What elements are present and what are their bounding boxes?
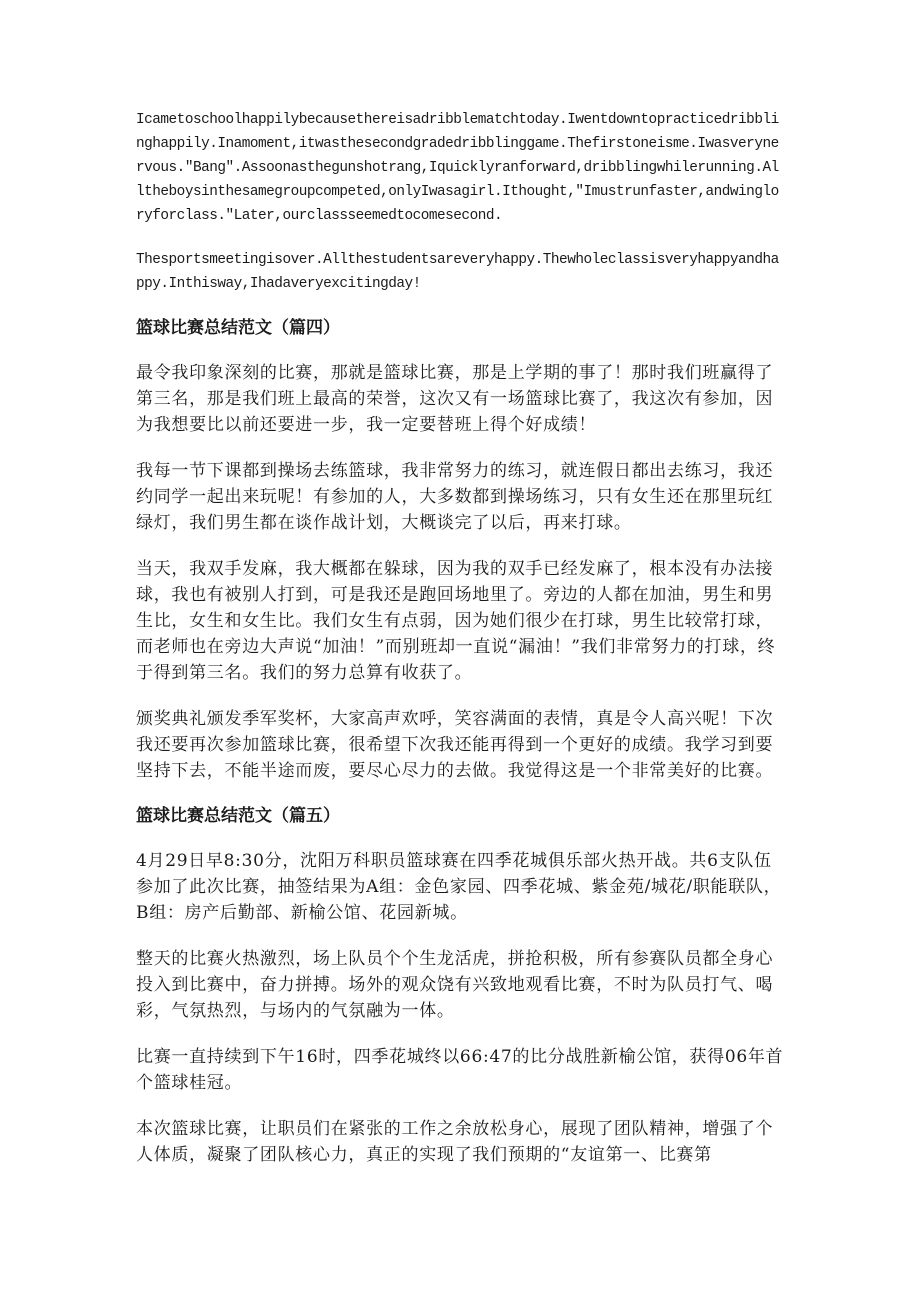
english-paragraph-1: Icametoschoolhappilybecausethereisadribblematchtoday.Iwentdowntopracticedribblinghappily.Inamoment,itwasthesecondgradedribblinggame.Thefirstoneisme.Iwasverynervous."Bang".Assoonasthegunshotrang,Iquicklyranforward,dribblingwhilerunning.Alltheboysinthesamegroupcompeted,onlyIwasagirl.Ithought,"Imustrunfaster,andwingloryforclass."Later,ourclassseemedtocomesecond. xyxy=(136,112,779,224)
section4-heading: 篮球比赛总结范文（篇四） xyxy=(136,318,340,338)
section5-paragraph-4: 本次篮球比赛，让职员们在紧张的工作之余放松身心，展现了团队精神，增强了个人体质，凝聚了团队核心力，真正的实现了我们预期的“友谊第一、比赛第 xyxy=(136,1119,774,1165)
section5-paragraph-2: 整天的比赛火热激烈，场上队员个个生龙活虎，拼抢积极，所有参赛队员都全身心投入到比赛中，奋力拼搏。场外的观众饶有兴致地观看比赛，不时为队员打气、喝彩，气氛热烈，与场内的气氛融为一体。 xyxy=(136,949,774,1021)
document-page xyxy=(136,108,786,1188)
section4-paragraph-1: 最令我印象深刻的比赛，那就是篮球比赛，那是上学期的事了！那时我们班赢得了第三名，那是我们班上最高的荣誉，这次又有一场篮球比赛了，我这次有参加，因为我想要比以前还要进一步，我一定要替班上得个好成绩！ xyxy=(136,363,774,435)
section5-heading: 篮球比赛总结范文（篇五） xyxy=(136,806,340,826)
section5-paragraph-1: 4月29日早8:30分，沈阳万科职员篮球赛在四季花城俱乐部火热开战。共6支队伍参加了此次比赛，抽签结果为A组：金色家园、四季花城、紫金苑/城花/职能联队，B组：房产后勤部、新榆公馆、花园新城。 xyxy=(136,851,782,923)
section5-paragraph-3: 比赛一直持续到下午16时，四季花城终以66:47的比分战胜新榆公馆，获得06年首个篮球桂冠。 xyxy=(136,1047,784,1093)
section4-paragraph-2: 我每一节下课都到操场去练篮球，我非常努力的练习，就连假日都出去练习，我还约同学一起出来玩呢！有参加的人，大多数都到操场练习，只有女生还在那里玩红绿灯，我们男生都在谈作战计划，大概谈完了以后，再来打球。 xyxy=(136,461,774,533)
english-paragraph-2: Thesportsmeetingisover.Allthestudentsareveryhappy.Thewholeclassisveryhappyandhappy.Inthisway,Ihadaveryexcitingday! xyxy=(136,252,779,292)
section4-paragraph-4: 颁奖典礼颁发季军奖杯，大家高声欢呼，笑容满面的表情，真是令人高兴呢！下次我还要再次参加篮球比赛，很希望下次我还能再得到一个更好的成绩。我学习到要坚持下去，不能半途而废，要尽心尽力的去做。我觉得这是一个非常美好的比赛。 xyxy=(136,709,774,781)
section4-paragraph-3: 当天，我双手发麻，我大概都在躲球，因为我的双手已经发麻了，根本没有办法接球，我也有被别人打到，可是我还是跑回场地里了。旁边的人都在加油，男生和男生比，女生和女生比。我们女生有点弱，因为她们很少在打球，男生比较常打球，而老师也在旁边大声说“加油！”而别班却一直说“漏油！”我们非常努力的打球，终于得到第三名。我们的努力总算有收获了。 xyxy=(136,559,776,683)
